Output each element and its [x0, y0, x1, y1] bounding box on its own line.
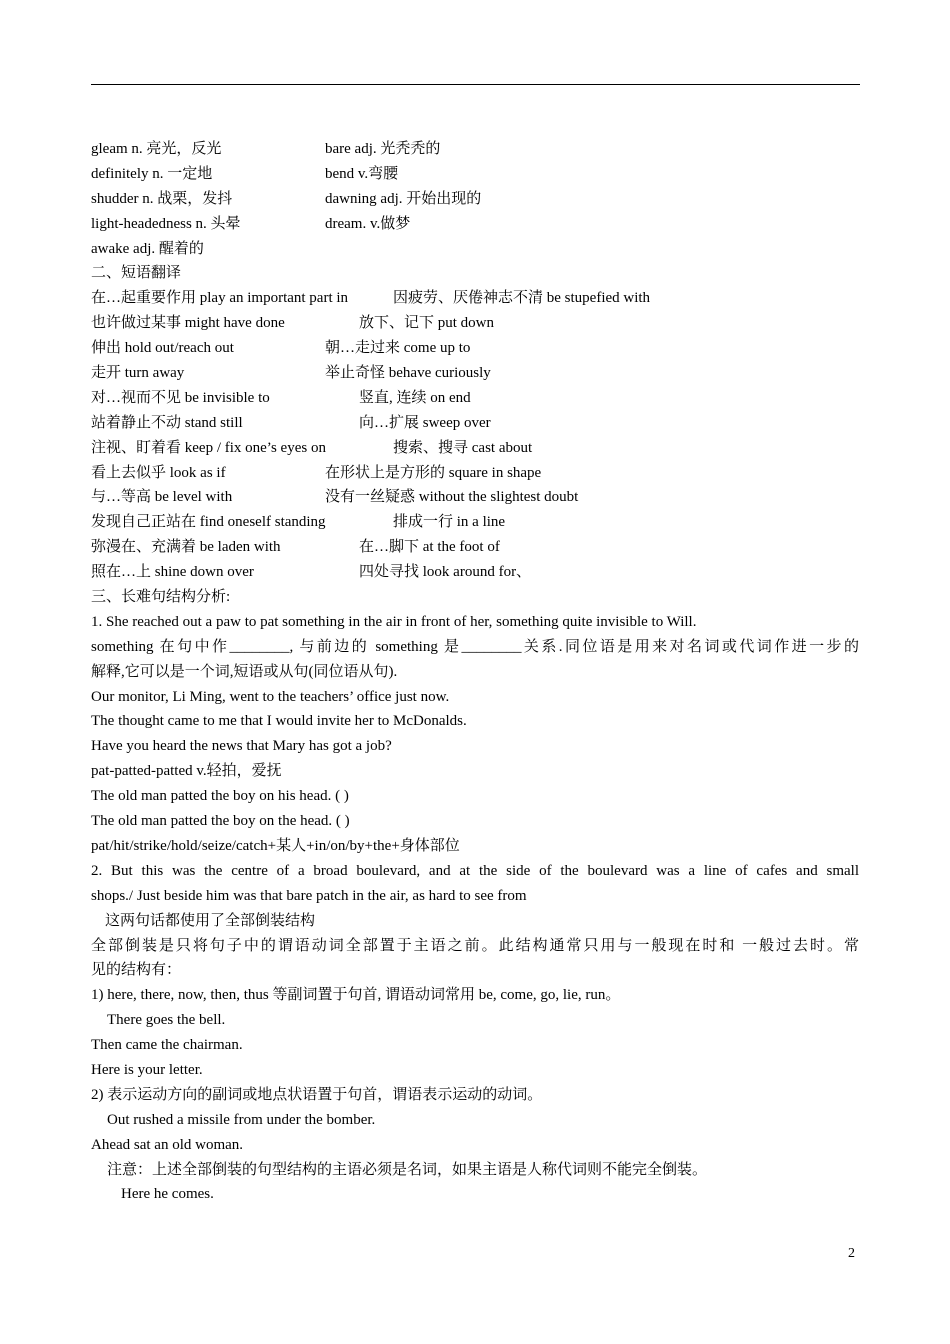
- term-left: 站着静止不动 stand still: [91, 414, 243, 431]
- term-right: 没有一丝疑惑 without the slightest doubt: [325, 489, 579, 506]
- text-line: The old man patted the boy on the head. ( ): [91, 813, 350, 830]
- term-right: 排成一行 in a line: [393, 514, 506, 531]
- text-line: 全部倒装是只将句子中的谓语动词全部置于主语之前。此结构通常只用与一般现在时和 一般过去时。常: [91, 937, 859, 954]
- text-line: pat/hit/strike/hold/seize/catch+某人+in/on/by+the+身体部位: [91, 837, 460, 854]
- text-line: Here is your letter.: [91, 1061, 203, 1078]
- term-left: 伸出 hold out/reach out: [91, 340, 234, 357]
- text-line: 2) 表示运动方向的副词或地点状语置于句首，谓语表示运动的动词。: [91, 1086, 543, 1103]
- term-left: shudder n. 战栗，发抖: [91, 190, 233, 207]
- text-line: pat-patted-patted v.轻拍，爱抚: [91, 763, 282, 780]
- text-line: Have you heard the news that Mary has got a job?: [91, 738, 392, 755]
- term-right: dream. v.做梦: [325, 215, 411, 232]
- text-line: Out rushed a missile from under the bomber.: [107, 1111, 376, 1128]
- text-line: 这两句话都使用了全部倒装结构: [105, 912, 316, 929]
- term-right: 因疲劳、厌倦神志不清 be stupefied with: [393, 290, 651, 307]
- text-row: [91, 436, 859, 461]
- text-line: Then came the chairman.: [91, 1037, 243, 1054]
- text-row: [91, 461, 859, 486]
- vocab-list: [91, 137, 859, 261]
- text-row: [91, 361, 859, 386]
- phrase-list: [91, 286, 859, 585]
- term-left: light-headedness n. 头晕: [91, 215, 241, 232]
- term-right: 向…扩展 sweep over: [359, 414, 491, 431]
- term-right: 在形状上是方形的 square in shape: [325, 464, 542, 481]
- term-left: 走开 turn away: [91, 365, 185, 382]
- text-row: [91, 510, 859, 535]
- term-left: 发现自己正站在 find oneself standing: [91, 514, 326, 531]
- text-line: The old man patted the boy on his head. ( ): [91, 788, 349, 805]
- term-left: gleam n. 亮光，反光: [91, 141, 222, 157]
- text-row: [91, 311, 859, 336]
- text-row: [91, 162, 859, 187]
- text-row: [91, 187, 859, 212]
- page-number: 2: [848, 1246, 855, 1261]
- term-left: 注视、盯着看 keep / fix one’s eyes on: [91, 439, 326, 456]
- term-left: 也许做过某事 might have done: [91, 315, 285, 332]
- term-left: 看上去似乎 look as if: [91, 464, 226, 481]
- text-line: shops./ Just beside him was that bare patch in the air, as hard to see from: [91, 887, 527, 904]
- text-row: [91, 336, 859, 361]
- text-line: 见的结构有：: [91, 962, 182, 979]
- term-right: 放下、记下 put down: [359, 315, 495, 332]
- text-row: [91, 137, 859, 162]
- text-line: 2. But this was the centre of a broad boulevard, and at the side of the boulevard was a line of cafes and small: [91, 862, 859, 879]
- term-right: bend v.弯腰: [325, 165, 399, 182]
- text-row: [91, 411, 859, 436]
- analysis-text: [91, 610, 859, 1207]
- text-line: 注意：上述全部倒装的句型结构的主语必须是名词，如果主语是人称代词则不能完全倒装。: [107, 1161, 708, 1178]
- section-heading: 二、短语翻译: [91, 265, 182, 282]
- text-line: Here he comes.: [121, 1186, 214, 1203]
- text-row: [91, 560, 859, 585]
- term-right: bare adj. 光秃秃的: [325, 141, 441, 157]
- term-left: 与…等高 be level with: [91, 489, 233, 506]
- term-right: 搜索、搜寻 cast about: [393, 439, 533, 456]
- term-right: dawning adj. 开始出现的: [325, 190, 482, 207]
- text-row: [91, 386, 859, 411]
- term-right: 举止奇怪 behave curiously: [325, 365, 491, 382]
- term-right: 竖直, 连续 on end: [359, 389, 471, 406]
- text-line: 解释,它可以是一个词,短语或从句(同位语从句).: [91, 663, 398, 680]
- term-right: 在…脚下 at the foot of: [359, 539, 500, 556]
- term-left: 在…起重要作用 play an important part in: [91, 290, 349, 307]
- text-line: 1) here, there, now, then, thus 等副词置于句首, 谓语动词常用 be, come, go, lie, run。: [91, 987, 621, 1004]
- text-line: something 在句中作________, 与前边的 something 是________关系.同位语是用来对名词或代词作进一步的: [91, 638, 859, 655]
- section-heading: 三、长难句结构分析:: [91, 589, 231, 606]
- term-left: 弥漫在、充满着 be laden with: [91, 539, 281, 556]
- term-left: awake adj. 醒着的: [91, 240, 204, 257]
- term-left: definitely n. 一定地: [91, 165, 213, 182]
- term-left: 照在…上 shine down over: [91, 564, 254, 581]
- document-body: [91, 137, 859, 1207]
- header-rule: [91, 84, 860, 85]
- text-line: Our monitor, Li Ming, went to the teachers’ office just now.: [91, 688, 450, 705]
- text-line: 1. She reached out a paw to pat something in the air in front of her, something quite invisible to Will.: [91, 613, 697, 630]
- text-row: [91, 535, 859, 560]
- text-row: [91, 286, 859, 311]
- text-row: [91, 212, 859, 237]
- text-line: The thought came to me that I would invite her to McDonalds.: [91, 713, 467, 730]
- text-line: There goes the bell.: [107, 1012, 226, 1029]
- term-right: 朝…走过来 come up to: [325, 340, 471, 357]
- text-line: Ahead sat an old woman.: [91, 1136, 244, 1153]
- text-row: [91, 485, 859, 510]
- text-row: [91, 237, 859, 262]
- term-right: 四处寻找 look around for、: [359, 564, 532, 581]
- term-left: 对…视而不见 be invisible to: [91, 389, 270, 406]
